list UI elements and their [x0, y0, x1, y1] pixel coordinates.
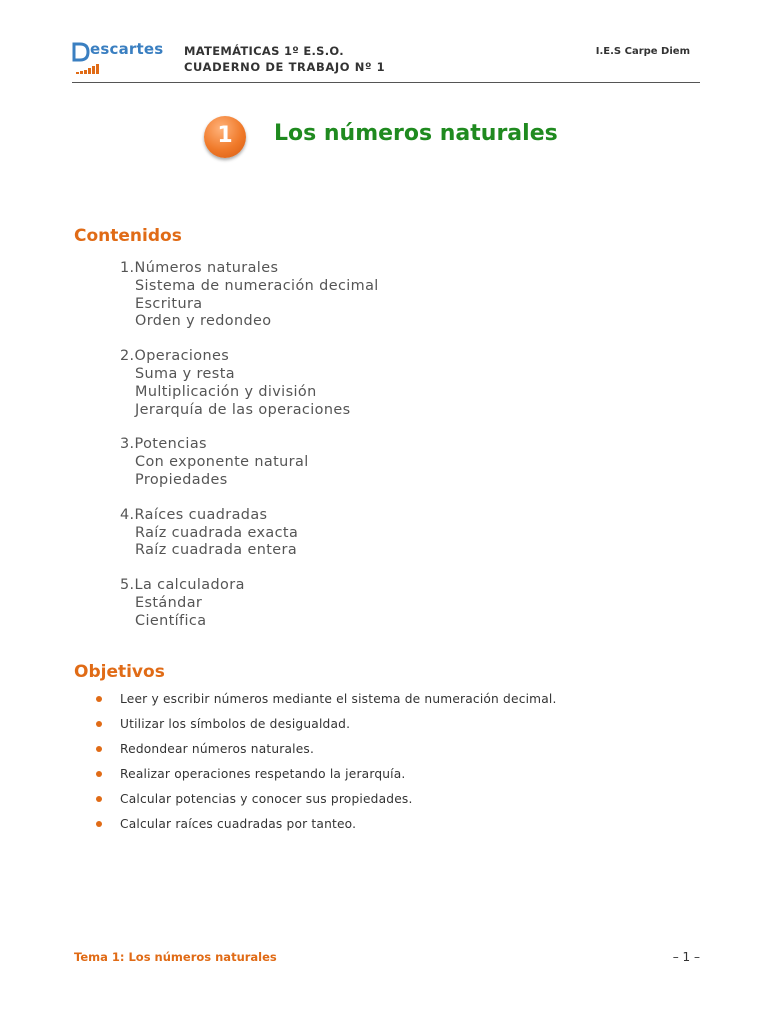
- contents-group-title: 2.Operaciones: [120, 348, 230, 365]
- contents-item: Estándar: [135, 594, 203, 611]
- contents-group-title: 4.Raíces cuadradas: [120, 506, 268, 523]
- contents-group: [120, 436, 540, 489]
- contents-item: Con exponente natural: [135, 454, 309, 471]
- contents-item: Suma y resta: [135, 365, 235, 382]
- contents-group: [120, 577, 540, 630]
- logo-bars-icon: [76, 64, 100, 74]
- contents-item: Raíz cuadrada entera: [135, 542, 298, 559]
- list-item: [96, 740, 696, 765]
- chapter-number: 1: [217, 123, 233, 148]
- header-subject: MATEMÁTICAS 1º E.S.O.: [184, 44, 344, 58]
- contents-list: [120, 260, 540, 648]
- contents-item: Orden y redondeo: [135, 313, 272, 330]
- page-title: Los números naturales: [274, 121, 558, 146]
- contents-group: [120, 348, 540, 419]
- contents-item: Propiedades: [135, 471, 228, 488]
- contents-item: Raíz cuadrada exacta: [135, 524, 299, 541]
- list-item: [96, 790, 696, 815]
- list-item: [96, 765, 696, 790]
- header-school: I.E.S Carpe Diem: [595, 46, 690, 57]
- bullet-icon: [96, 696, 102, 702]
- bullet-icon: [96, 746, 102, 752]
- contents-group: [120, 507, 540, 560]
- objective-text: Calcular potencias y conocer sus propiedades.: [120, 792, 413, 806]
- objective-text: Calcular raíces cuadradas por tanteo.: [120, 817, 357, 831]
- contents-item: Sistema de numeración decimal: [135, 277, 379, 294]
- logo-text: escartes: [90, 40, 164, 58]
- footer-topic: Tema 1: Los números naturales: [74, 950, 277, 964]
- list-item: [96, 815, 696, 840]
- list-item: [96, 715, 696, 740]
- header-workbook: CUADERNO DE TRABAJO Nº 1: [184, 60, 386, 74]
- objective-text: Utilizar los símbolos de desigualdad.: [120, 717, 351, 731]
- chapter-number-badge: [204, 116, 246, 158]
- chapter-title-block: [204, 116, 624, 158]
- page-header: [72, 38, 700, 83]
- contents-group-title: 3.Potencias: [120, 436, 207, 453]
- bullet-icon: [96, 721, 102, 727]
- objective-text: Redondear números naturales.: [120, 742, 315, 756]
- contents-group-title: 5.La calculadora: [120, 577, 245, 594]
- contents-heading: Contenidos: [74, 226, 182, 246]
- bullet-icon: [96, 821, 102, 827]
- logo-d-icon: [72, 42, 90, 62]
- list-item: [96, 690, 696, 715]
- contents-item: Multiplicación y división: [135, 383, 317, 400]
- objective-text: Realizar operaciones respetando la jerarquía.: [120, 767, 406, 781]
- contents-item: Científica: [135, 612, 207, 629]
- contents-item: Jerarquía de las operaciones: [135, 401, 351, 418]
- descartes-logo: [72, 40, 172, 76]
- page-number: – 1 –: [672, 950, 700, 964]
- bullet-icon: [96, 796, 102, 802]
- bullet-icon: [96, 771, 102, 777]
- contents-group: [120, 260, 540, 331]
- contents-group-title: 1.Números naturales: [120, 260, 279, 276]
- contents-item: Escritura: [135, 295, 203, 312]
- objective-text: Leer y escribir números mediante el sistema de numeración decimal.: [120, 692, 557, 706]
- objectives-list: [96, 690, 696, 840]
- objectives-heading: Objetivos: [74, 662, 165, 682]
